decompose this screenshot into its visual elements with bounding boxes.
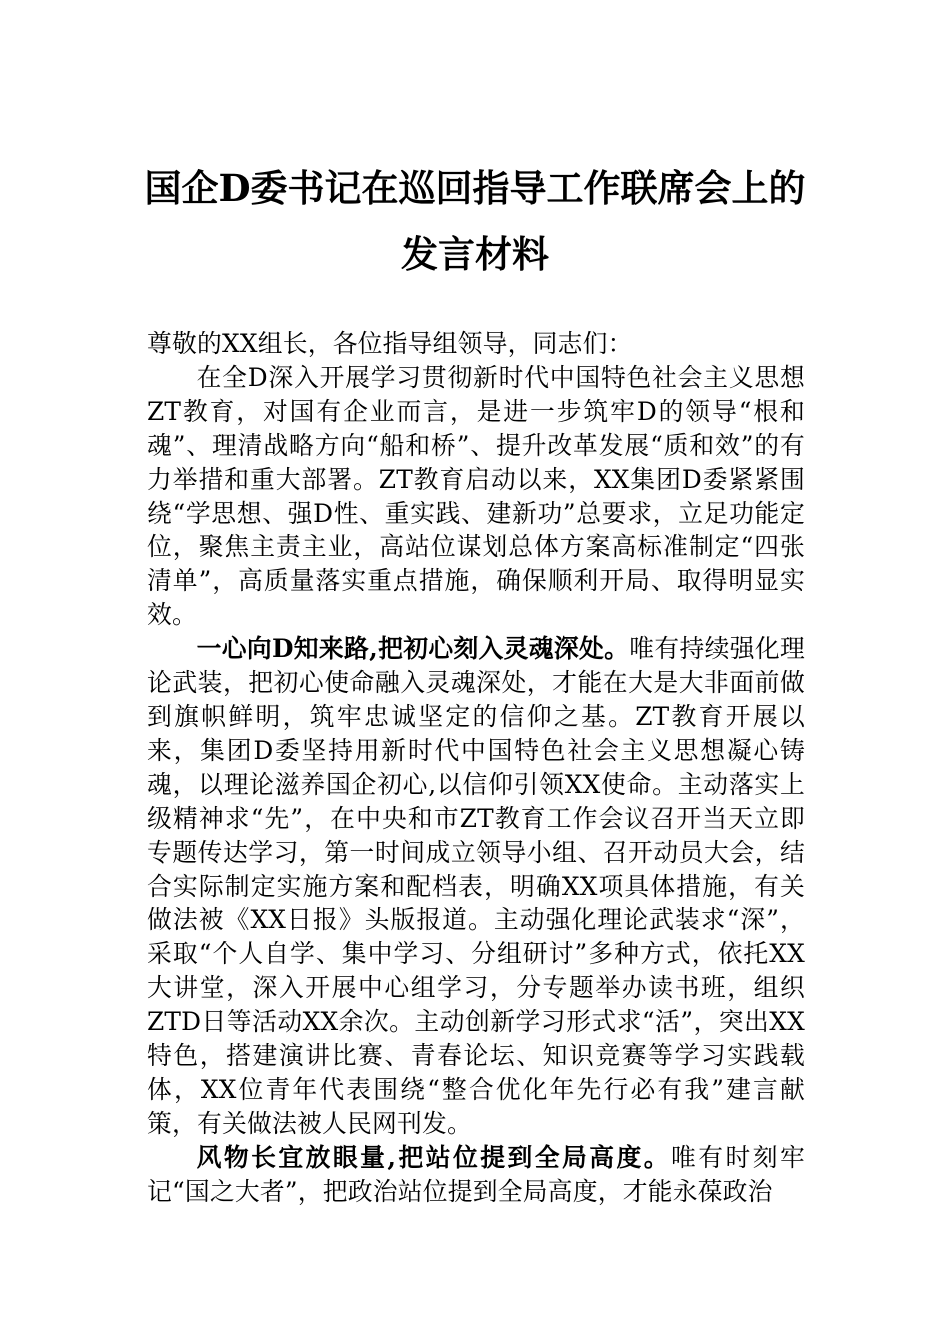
document-title bbox=[120, 155, 830, 287]
title-line-2: 发言材料 bbox=[401, 232, 549, 276]
paragraph-intro bbox=[147, 361, 805, 632]
paragraph-section-2 bbox=[147, 1141, 805, 1209]
section-2-heading: 风物长宜放眼量,把站位提到全局高度。 bbox=[196, 1142, 671, 1172]
paragraph-intro-text: 在全D深入开展学习贯彻新时代中国特色社会主义思想ZT教育，对国有企业而言，是进一步筑牢D的领导“根和魂”、理清战略方向“船和桥”、提升改革发展“质和效”的有力举措和重大部署。ZT教育启动以来，XX集团D委紧紧围绕“学思想、强D性、重实践、建新功”总要求，立足功能定位，聚焦主责主业，高站位谋划总体方案高标准制定“四张清单”，高质量落实重点措施，确保顺利开局、取得明显实效。 bbox=[147, 362, 805, 630]
paragraph-section-1 bbox=[147, 632, 805, 1141]
title-line-1: 国企D委书记在巡回指导工作联席会上的 bbox=[144, 166, 806, 210]
section-2-text: 唯有时刻牢记“国之大者”，把政治站位提到全局高度，才能永葆政治 bbox=[147, 1142, 805, 1206]
section-1-text: 唯有持续强化理论武装，把初心使命融入灵魂深处，才能在大是大非面前做到旗帜鲜明，筑牢忠诚坚定的信仰之基。ZT教育开展以来，集团D委坚持用新时代中国特色社会主义思想凝心铸魂，以理论滋养国企初心,以信仰引领XX使命。主动落实上级精神求“先”，在中央和市ZT教育工作会议召开当天立即专题传达学习，第一时间成立领导小组、召开动员大会，结合实际制定实施方案和配档表，明确XX项具体措施，有关做法被《XX日报》头版报道。主动强化理论武装求“深”，采取“个人自学、集中学习、分组研讨”多种方式，依托XX大讲堂，深入开展中心组学习，分专题举办读书班，组织ZTD日等活动XX余次。主动创新学习形式求“活”，突出XX特色，搭建演讲比赛、青春论坛、知识竞赛等学习实践载体，XX位青年代表围绕“整合优化年先行必有我”建言献策，有关做法被人民网刊发。 bbox=[147, 634, 805, 1138]
document-body bbox=[147, 327, 805, 1209]
salutation: 尊敬的XX组长，各位指导组领导，同志们： bbox=[147, 329, 633, 358]
section-1-heading: 一心向D知来路,把初心刻入灵魂深处。 bbox=[196, 634, 630, 664]
